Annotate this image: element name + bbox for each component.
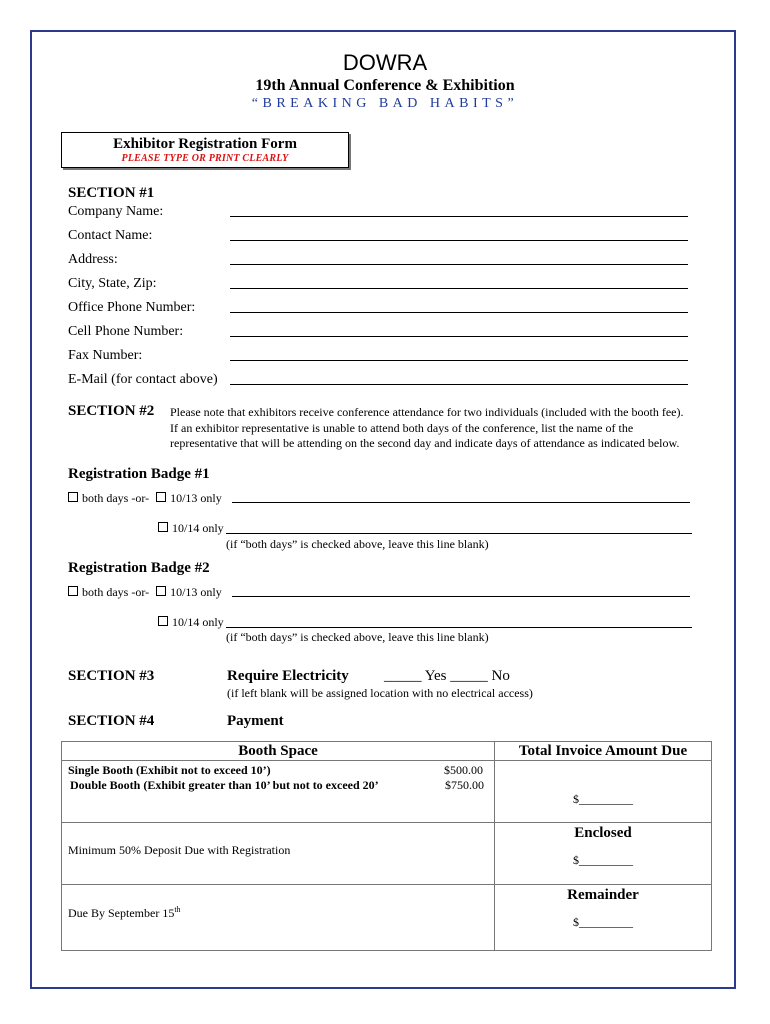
booth-space-header: Booth Space — [62, 742, 494, 761]
badge2-day2-checkbox[interactable] — [158, 616, 168, 626]
badge2-hint: (if “both days” is checked above, leave this line blank) — [226, 630, 489, 644]
payment-label: Payment — [227, 713, 284, 729]
badge1-day2-option — [158, 521, 224, 536]
electricity-label: Require Electricity — [227, 668, 349, 684]
due-date-cell — [62, 885, 495, 951]
tagline: “BREAKING BAD HABITS” — [251, 96, 519, 111]
field-label-email: E-Mail (for contact above) — [68, 372, 218, 387]
deposit-label: Minimum 50% Deposit Due with Registration — [68, 843, 291, 857]
remainder-blank[interactable]: $_________ — [573, 915, 633, 929]
badge2-day1-checkbox[interactable] — [156, 586, 166, 596]
badge1-day2-label: 10/14 only — [172, 521, 224, 535]
field-label-company: Company Name: — [68, 204, 164, 219]
field-line-address[interactable] — [230, 264, 688, 265]
badge2-title: Registration Badge #2 — [68, 560, 210, 576]
section3-title: SECTION #3 — [68, 668, 155, 684]
field-line-contact[interactable] — [230, 240, 688, 241]
badge2-both-days-label: both days -or- — [82, 585, 150, 599]
total-due-blank[interactable]: $_________ — [573, 792, 633, 806]
remainder-header: Remainder — [567, 887, 639, 903]
badge1-hint: (if “both days” is checked above, leave this line blank) — [226, 537, 489, 551]
section1-title: SECTION #1 — [68, 185, 155, 201]
field-label-city-state-zip: City, State, Zip: — [68, 276, 157, 291]
double-booth-price: $750.00 — [445, 778, 484, 792]
total-due-header: Total Invoice Amount Due — [495, 742, 711, 761]
badge2-day-options — [68, 585, 222, 600]
field-line-city-state-zip[interactable] — [230, 288, 688, 289]
single-booth-label: Single Booth (Exhibit not to exceed 10’) — [68, 763, 271, 777]
enclosed-blank[interactable]: $_________ — [573, 853, 633, 867]
single-booth-price: $500.00 — [444, 763, 483, 777]
badge2-day2-label: 10/14 only — [172, 615, 224, 629]
badge2-name-line[interactable] — [232, 596, 690, 597]
badge1-day2-checkbox[interactable] — [158, 522, 168, 532]
field-line-fax[interactable] — [230, 360, 688, 361]
electricity-hint: (if left blank will be assigned location with no electrical access) — [227, 686, 533, 700]
field-line-email[interactable] — [230, 384, 688, 385]
electricity-options[interactable]: _____ Yes _____ No — [384, 668, 510, 684]
form-title: Exhibitor Registration Form — [113, 136, 297, 152]
section4-title: SECTION #4 — [68, 713, 155, 729]
badge2-day1-label: 10/13 only — [170, 585, 222, 599]
form-subtitle: PLEASE TYPE OR PRINT CLEARLY — [121, 153, 289, 164]
section2-title: SECTION #2 — [68, 403, 155, 419]
badge2-day2-line[interactable] — [226, 627, 692, 628]
badge1-day1-label: 10/13 only — [170, 491, 222, 505]
deposit-cell — [62, 823, 495, 885]
enclosed-header: Enclosed — [574, 825, 632, 841]
double-booth-label: Double Booth (Exhibit greater than 10’ but not to exceed 20’ — [70, 778, 379, 792]
field-line-cell-phone[interactable] — [230, 336, 688, 337]
form-title-box — [61, 132, 349, 168]
due-date-text: Due By September 15 — [68, 906, 175, 920]
field-label-contact: Contact Name: — [68, 228, 153, 243]
total-due-cell — [495, 742, 712, 823]
section2-note: Please note that exhibitors receive conference attendance for two individuals (included with the booth fee). If an exhibitor representative is unable to attend both days of the conference, list the name of the representative that will be attending on the second day and indicate days of attendance as indicated below. — [170, 405, 684, 450]
field-label-cell-phone: Cell Phone Number: — [68, 324, 184, 339]
field-label-fax: Fax Number: — [68, 348, 143, 363]
badge1-both-days-checkbox[interactable] — [68, 492, 78, 502]
field-line-office-phone[interactable] — [230, 312, 688, 313]
remainder-cell — [495, 885, 712, 951]
field-line-company[interactable] — [230, 216, 688, 217]
booth-space-cell — [62, 742, 495, 823]
field-label-office-phone: Office Phone Number: — [68, 300, 196, 315]
field-label-address: Address: — [68, 252, 118, 267]
badge1-name-line[interactable] — [232, 502, 690, 503]
badge1-both-days-label: both days -or- — [82, 491, 150, 505]
org-title: DOWRA — [342, 50, 428, 75]
badge2-day2-option — [158, 615, 224, 630]
badge1-day-options — [68, 491, 222, 506]
conference-title: 19th Annual Conference & Exhibition — [255, 77, 515, 94]
badge1-day1-checkbox[interactable] — [156, 492, 166, 502]
badge1-day2-line[interactable] — [226, 533, 692, 534]
due-date-label — [68, 905, 181, 921]
payment-table — [61, 741, 712, 951]
enclosed-cell — [495, 823, 712, 885]
due-date-suffix: th — [174, 905, 181, 914]
badge1-title: Registration Badge #1 — [68, 466, 210, 482]
badge2-both-days-checkbox[interactable] — [68, 586, 78, 596]
